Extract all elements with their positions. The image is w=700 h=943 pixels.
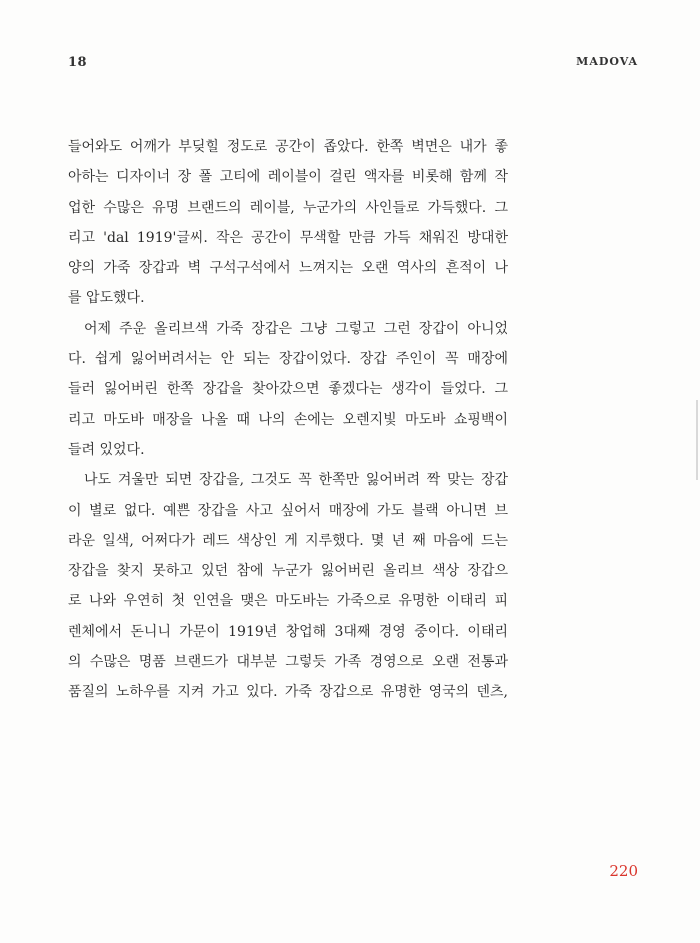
- page-number: 18: [68, 55, 88, 70]
- text-line: 렌체에서 돈니니 가문이 1919년 창업해 3대째 경영 중이다. 이태리: [68, 623, 508, 640]
- text-line: 를 압도했다.: [68, 290, 145, 307]
- text-line: 아하는 디자이너 장 폴 고티에 레이블이 걸린 액자를 비롯해 함께 작: [68, 169, 508, 186]
- text-line: 업한 수많은 유명 브랜드의 레이블, 누군가의 사인들로 가득했다. 그: [68, 199, 508, 216]
- text-line: 양의 가죽 장갑과 벽 구석구석에서 느껴지는 오랜 역사의 흔적이 나: [68, 260, 508, 277]
- text-line: 들러 잃어버린 한쪽 장갑을 찾아갔으면 좋겠다는 생각이 들었다. 그: [68, 381, 508, 398]
- text-line: 라운 일색, 어쩌다가 레드 색상인 게 지루했다. 몇 년 째 마음에 드는: [68, 532, 508, 549]
- text-line: 들려 있었다.: [68, 441, 145, 458]
- text-line: 들어와도 어깨가 부딪힐 정도로 공간이 좁았다. 한쪽 벽면은 내가 좋: [68, 139, 508, 155]
- body-text: [68, 132, 508, 708]
- folio-number: 220: [609, 862, 638, 880]
- text-line: 어제 주운 올리브색 가죽 장갑은 그냥 그렇고 그런 장갑이 아니었: [84, 320, 508, 337]
- page-edge-mark: [696, 400, 698, 480]
- text-line: 나도 겨울만 되면 장갑을, 그것도 꼭 한쪽만 잃어버려 짝 맞는 장갑: [84, 472, 508, 489]
- text-line: 이 별로 없다. 예쁜 장갑을 사고 싶어서 매장에 가도 블랙 아니면 브: [68, 502, 508, 519]
- text-line: 리고 'dal 1919'글씨. 작은 공간이 무색할 만큼 가득 채워진 방대한: [68, 229, 508, 246]
- text-line: 장갑을 찾지 못하고 있던 참에 누군가 잃어버린 올리브 색상 장갑으: [68, 563, 508, 580]
- running-head: MADOVA: [576, 55, 638, 68]
- text-line: 품질의 노하우를 지켜 가고 있다. 가죽 장갑으로 유명한 영국의 덴츠,: [68, 684, 508, 701]
- text-line: 의 수많은 명품 브랜드가 대부분 그렇듯 가족 경영으로 오랜 전통과: [68, 654, 508, 671]
- text-line: 로 나와 우연히 첫 인연을 맺은 마도바는 가죽으로 유명한 이태리 피: [68, 593, 508, 610]
- text-line: 리고 마도바 매장을 나올 때 나의 손에는 오렌지빛 마도바 쇼핑백이: [68, 411, 508, 428]
- text-line: 다. 쉽게 잃어버려서는 안 되는 장갑이었다. 장갑 주인이 꼭 매장에: [68, 351, 508, 368]
